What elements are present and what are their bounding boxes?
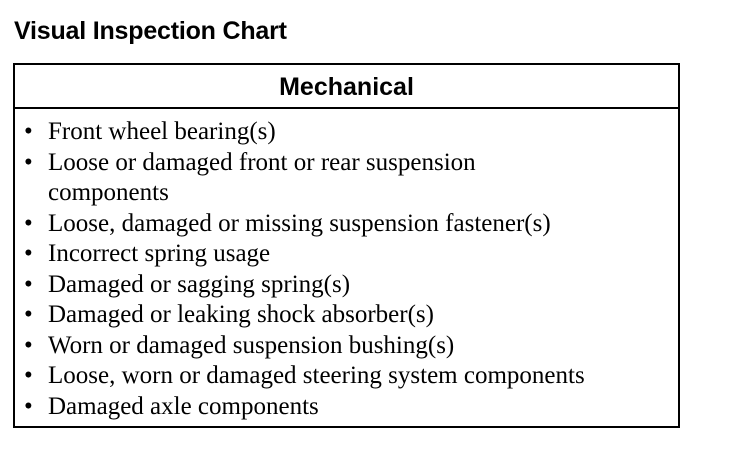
list-item xyxy=(15,331,678,362)
list-item xyxy=(15,361,678,392)
bullet-icon: • xyxy=(24,392,33,420)
item-text: Loose, damaged or missing suspension fastener(s) xyxy=(48,209,551,237)
bullet-icon: • xyxy=(24,301,33,328)
list-item xyxy=(15,239,678,270)
list-item xyxy=(15,300,678,331)
list-item xyxy=(15,392,678,423)
inspection-table xyxy=(13,63,680,428)
item-text: Front wheel bearing(s) xyxy=(48,118,276,145)
list-item xyxy=(15,148,678,209)
bullet-icon: • xyxy=(24,240,33,267)
item-text: Damaged or sagging spring(s) xyxy=(48,270,351,298)
item-text: Worn or damaged suspension bushing(s) xyxy=(48,331,455,359)
item-text: Damaged axle components xyxy=(48,392,319,420)
item-text: Loose or damaged front or rear suspension components xyxy=(48,148,476,206)
bullet-icon: • xyxy=(24,118,33,145)
item-text: Damaged or leaking shock absorber(s) xyxy=(48,301,434,328)
bullet-icon: • xyxy=(24,362,33,389)
bullet-icon: • xyxy=(24,331,33,359)
item-text: Loose, worn or damaged steering system components xyxy=(48,362,585,389)
item-text: Incorrect spring usage xyxy=(48,240,271,267)
list-item xyxy=(15,117,678,148)
list-item xyxy=(15,209,678,240)
inspection-item-list xyxy=(15,109,678,422)
chart-title: Visual Inspection Chart xyxy=(14,17,287,45)
bullet-icon: • xyxy=(24,148,33,176)
bullet-icon: • xyxy=(24,270,33,298)
bullet-icon: • xyxy=(24,209,33,237)
list-item xyxy=(15,270,678,301)
table-header-mechanical: Mechanical xyxy=(15,65,678,109)
